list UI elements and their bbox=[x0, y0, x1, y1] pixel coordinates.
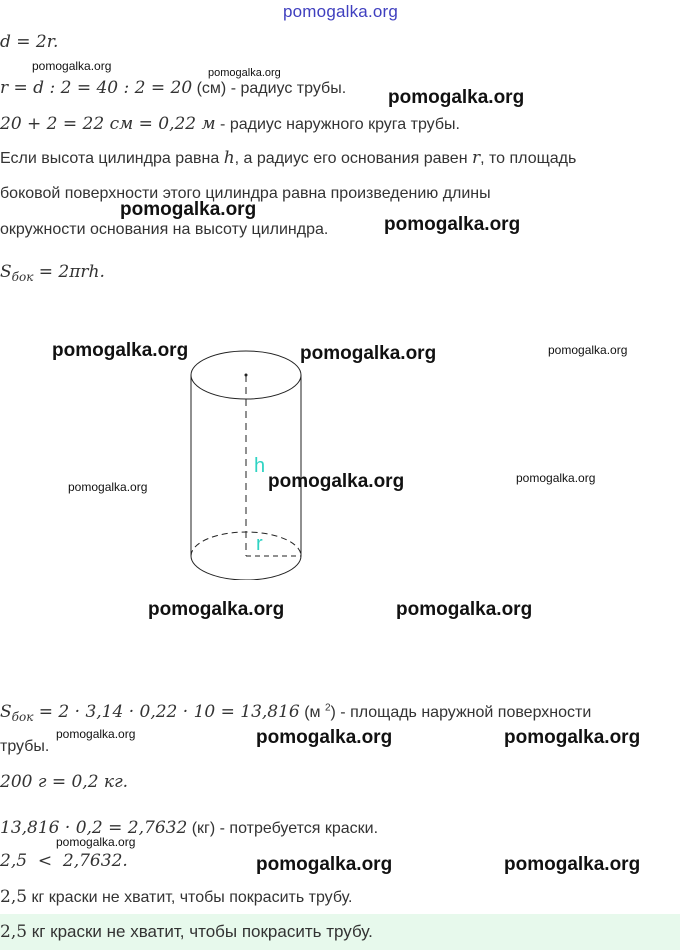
equation-paint-math: 13,816 · 0,2 = 2,7632 bbox=[0, 818, 188, 838]
equation-diameter-math: d = 2r. bbox=[0, 32, 59, 52]
calc-lateral-area bbox=[0, 702, 591, 724]
watermark: pomogalka.org bbox=[516, 471, 596, 485]
watermark: pomogalka.org bbox=[120, 199, 257, 220]
equation-outer-radius-math: 20 + 2 = 22 см = 0,22 м bbox=[0, 114, 216, 134]
watermark: pomogalka.org bbox=[268, 471, 405, 492]
equation-mass bbox=[0, 772, 128, 792]
paragraph-line-1 bbox=[0, 148, 576, 168]
conclusion-number: 2,5 bbox=[0, 887, 28, 907]
equation-paint-text: (кг) - потребуется краски. bbox=[187, 820, 379, 837]
watermark: pomogalka.org bbox=[388, 87, 525, 108]
answer-text: кг краски не хватит, чтобы покрасить трубу. bbox=[27, 922, 373, 941]
answer-number: 2,5 bbox=[0, 922, 28, 942]
watermark: pomogalka.org bbox=[384, 214, 521, 235]
paragraph-text-c: , то площадь bbox=[480, 150, 577, 167]
formula-s: S bbox=[0, 262, 12, 282]
watermark: pomogalka.org bbox=[256, 727, 393, 748]
calc-line-2: трубы. bbox=[0, 738, 50, 755]
paragraph-line-2: боковой поверхности этого цилиндра равна произведению длины bbox=[0, 185, 491, 202]
watermark: pomogalka.org bbox=[148, 599, 285, 620]
watermark: pomogalka.org bbox=[68, 480, 148, 494]
watermark: pomogalka.org bbox=[504, 854, 641, 875]
equation-mass-math: 200 г = 0,2 кг. bbox=[0, 772, 129, 792]
paragraph-text-a: Если высота цилиндра равна bbox=[0, 150, 224, 167]
formula-subscript: бок bbox=[11, 270, 34, 284]
watermark: pomogalka.org bbox=[208, 67, 281, 79]
equation-radius bbox=[0, 78, 346, 98]
formula-rest: = 2πrh. bbox=[33, 262, 105, 282]
paragraph-var-h: h bbox=[223, 148, 235, 168]
watermark: pomogalka.org bbox=[32, 59, 112, 73]
site-watermark-top[interactable]: pomogalka.org bbox=[283, 2, 399, 21]
paragraph-var-r: r bbox=[471, 148, 481, 168]
conclusion-text: кг краски не хватит, чтобы покрасить трубу. bbox=[27, 889, 353, 906]
calc-subscript: бок bbox=[11, 710, 34, 724]
answer-box bbox=[0, 914, 680, 950]
formula-lateral-area bbox=[0, 262, 105, 284]
watermark: pomogalka.org bbox=[52, 340, 189, 361]
watermark: pomogalka.org bbox=[300, 343, 437, 364]
equation-radius-math: r = d : 2 = 40 : 2 = 20 bbox=[0, 78, 193, 98]
paragraph-line-3: окружности основания на высоту цилиндра. bbox=[0, 221, 329, 238]
watermark: pomogalka.org bbox=[56, 727, 136, 741]
paragraph-text-b: , а радиус его основания равен bbox=[234, 150, 472, 167]
watermark: pomogalka.org bbox=[56, 835, 136, 849]
equation-compare-math: 2,5 < 2,7632. bbox=[0, 851, 128, 871]
watermark: pomogalka.org bbox=[256, 854, 393, 875]
equation-radius-text: (см) - радиус трубы. bbox=[192, 80, 347, 97]
calc-unit-post: ) - площадь наружной поверхности bbox=[330, 704, 592, 721]
cylinder-center-dot bbox=[245, 374, 248, 377]
watermark: pomogalka.org bbox=[548, 343, 628, 357]
conclusion-line bbox=[0, 887, 353, 907]
watermark: pomogalka.org bbox=[396, 599, 533, 620]
calc-unit-pre: (м bbox=[299, 704, 325, 721]
calc-s: S bbox=[0, 702, 12, 722]
calc-rest: = 2 · 3,14 · 0,22 · 10 = 13,816 bbox=[33, 702, 300, 722]
watermark: pomogalka.org bbox=[504, 727, 641, 748]
cylinder-label-r: r bbox=[256, 533, 263, 555]
cylinder-bottom-front-arc bbox=[191, 556, 301, 580]
calc-unit-sup: 2 bbox=[324, 702, 331, 714]
equation-compare bbox=[0, 851, 128, 871]
equation-outer-radius-text: - радиус наружного круга трубы. bbox=[215, 116, 460, 133]
equation-diameter bbox=[0, 32, 58, 52]
equation-outer-radius bbox=[0, 114, 460, 134]
cylinder-label-h: h bbox=[254, 455, 266, 477]
